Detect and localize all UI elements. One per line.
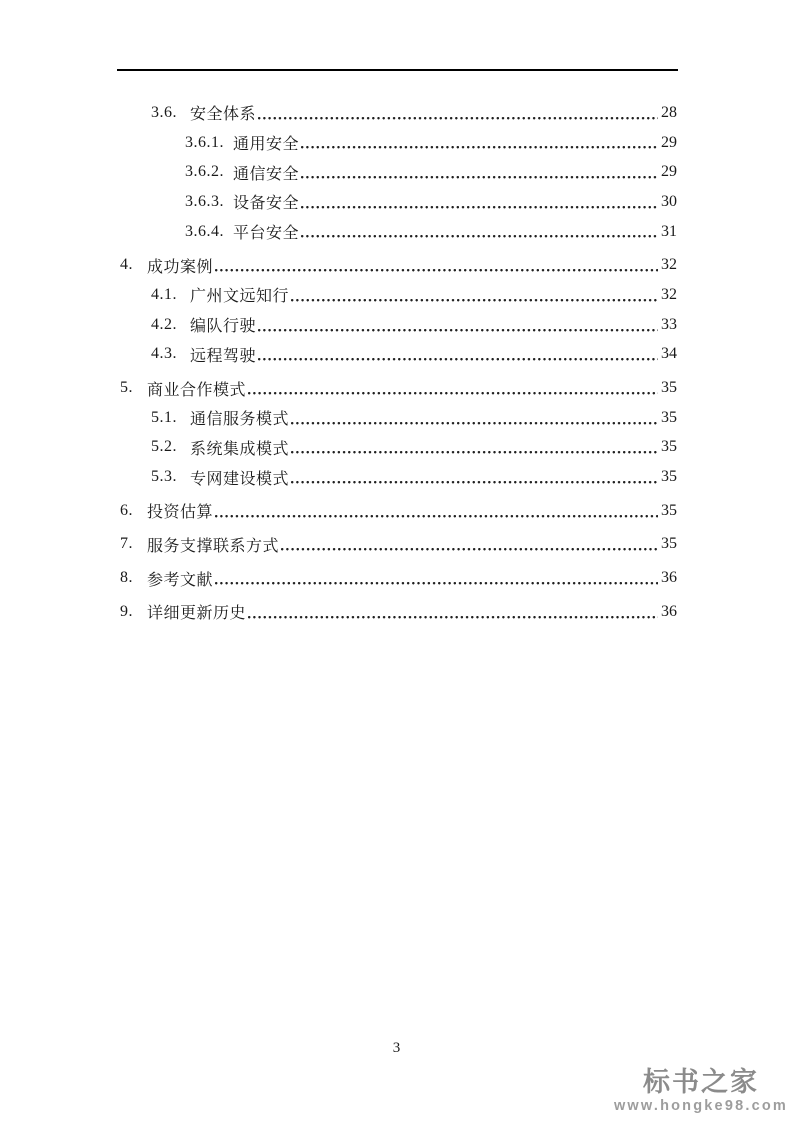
toc-entry-page: 28 [661, 103, 677, 121]
toc-entry [117, 280, 677, 310]
toc-entry [117, 217, 677, 247]
toc-entry-label: 编队行驶 [190, 318, 257, 336]
toc-entry [117, 373, 677, 403]
dot-leader [301, 217, 658, 247]
toc-entry [117, 340, 677, 370]
page-number: 3 [392, 1040, 401, 1056]
toc-entry-page: 35 [661, 438, 677, 456]
toc-entry-label: 详细更新历史 [147, 605, 247, 623]
toc-entry-number: 4. [120, 256, 133, 274]
toc-entry-number: 5.1. [151, 408, 177, 426]
dot-leader [215, 496, 658, 526]
toc-entry-number: 4.1. [151, 285, 177, 303]
dot-leader [215, 563, 658, 593]
toc-entry-label: 参考文献 [147, 571, 214, 589]
dot-leader [291, 433, 658, 463]
header-rule [117, 69, 678, 71]
toc-entry [117, 530, 677, 560]
toc-entry-page: 36 [661, 569, 677, 587]
toc-entry-label: 远程驾驶 [190, 347, 257, 365]
watermark-brand: 标书之家 [642, 1066, 759, 1097]
toc-entry-page: 35 [661, 408, 677, 426]
toc-entry-number: 5.3. [151, 468, 177, 486]
toc-entry-label: 平台安全 [233, 225, 300, 243]
toc-entry [117, 250, 677, 280]
watermark [613, 1066, 788, 1114]
toc-entry [117, 462, 677, 492]
toc-entry-number: 9. [120, 602, 133, 620]
dot-leader [258, 340, 658, 370]
toc-entry-number: 7. [120, 535, 133, 553]
toc-entry-page: 30 [661, 192, 677, 210]
toc-entry-label: 系统集成模式 [190, 440, 290, 458]
toc-entry-page: 35 [661, 501, 677, 519]
toc-entry-page: 31 [661, 222, 677, 240]
toc-entry [117, 310, 677, 340]
toc-entry-label: 专网建设模式 [190, 470, 290, 488]
toc-entry-page: 33 [661, 315, 677, 333]
toc-entry-page: 36 [661, 602, 677, 620]
toc-entry-label: 安全体系 [190, 106, 257, 124]
toc-entry-page: 29 [661, 133, 677, 151]
watermark-url: www.hongke98.com [613, 1097, 788, 1114]
toc-entry-label: 通信服务模式 [190, 411, 290, 429]
toc-entry-label: 设备安全 [233, 195, 300, 213]
toc-entry-number: 6. [120, 501, 133, 519]
toc-entry-number: 3.6.2. [185, 163, 224, 181]
dot-leader [258, 310, 658, 340]
toc-entry-page: 35 [661, 535, 677, 553]
toc-entry-label: 商业合作模式 [147, 381, 247, 399]
toc-entry [117, 157, 677, 187]
toc-entry-page: 32 [661, 256, 677, 274]
toc-entry-number: 3.6.3. [185, 192, 224, 210]
toc-entry [117, 433, 677, 463]
toc-entry-number: 4.3. [151, 345, 177, 363]
toc-entry-number: 3.6. [151, 103, 177, 121]
table-of-contents [117, 98, 677, 627]
toc-entry [117, 496, 677, 526]
dot-leader [301, 157, 658, 187]
toc-entry-label: 通用安全 [233, 136, 300, 154]
toc-entry [117, 128, 677, 158]
toc-entry [117, 403, 677, 433]
dot-leader [291, 280, 658, 310]
dot-leader [291, 462, 658, 492]
dot-leader [248, 373, 658, 403]
toc-entry [117, 597, 677, 627]
toc-entry [117, 187, 677, 217]
toc-entry-page: 35 [661, 468, 677, 486]
toc-entry-page: 29 [661, 163, 677, 181]
toc-entry-page: 35 [661, 379, 677, 397]
dot-leader [248, 597, 658, 627]
toc-entry-page: 32 [661, 285, 677, 303]
toc-entry-number: 4.2. [151, 315, 177, 333]
toc-entry-number: 3.6.4. [185, 222, 224, 240]
toc-entry-number: 5.2. [151, 438, 177, 456]
toc-entry-label: 投资估算 [147, 504, 214, 522]
toc-entry-page: 34 [661, 345, 677, 363]
toc-entry-number: 3.6.1. [185, 133, 224, 151]
toc-entry-number: 5. [120, 379, 133, 397]
dot-leader [291, 403, 658, 433]
toc-entry-number: 8. [120, 569, 133, 587]
dot-leader [301, 187, 658, 217]
dot-leader [215, 250, 658, 280]
toc-entry [117, 98, 677, 128]
dot-leader [281, 530, 658, 560]
toc-entry-label: 广州文远知行 [190, 288, 290, 306]
toc-entry-label: 成功案例 [147, 258, 214, 276]
toc-entry [117, 563, 677, 593]
dot-leader [258, 98, 658, 128]
dot-leader [301, 128, 658, 158]
toc-entry-label: 服务支撑联系方式 [147, 537, 280, 555]
toc-entry-label: 通信安全 [233, 165, 300, 183]
